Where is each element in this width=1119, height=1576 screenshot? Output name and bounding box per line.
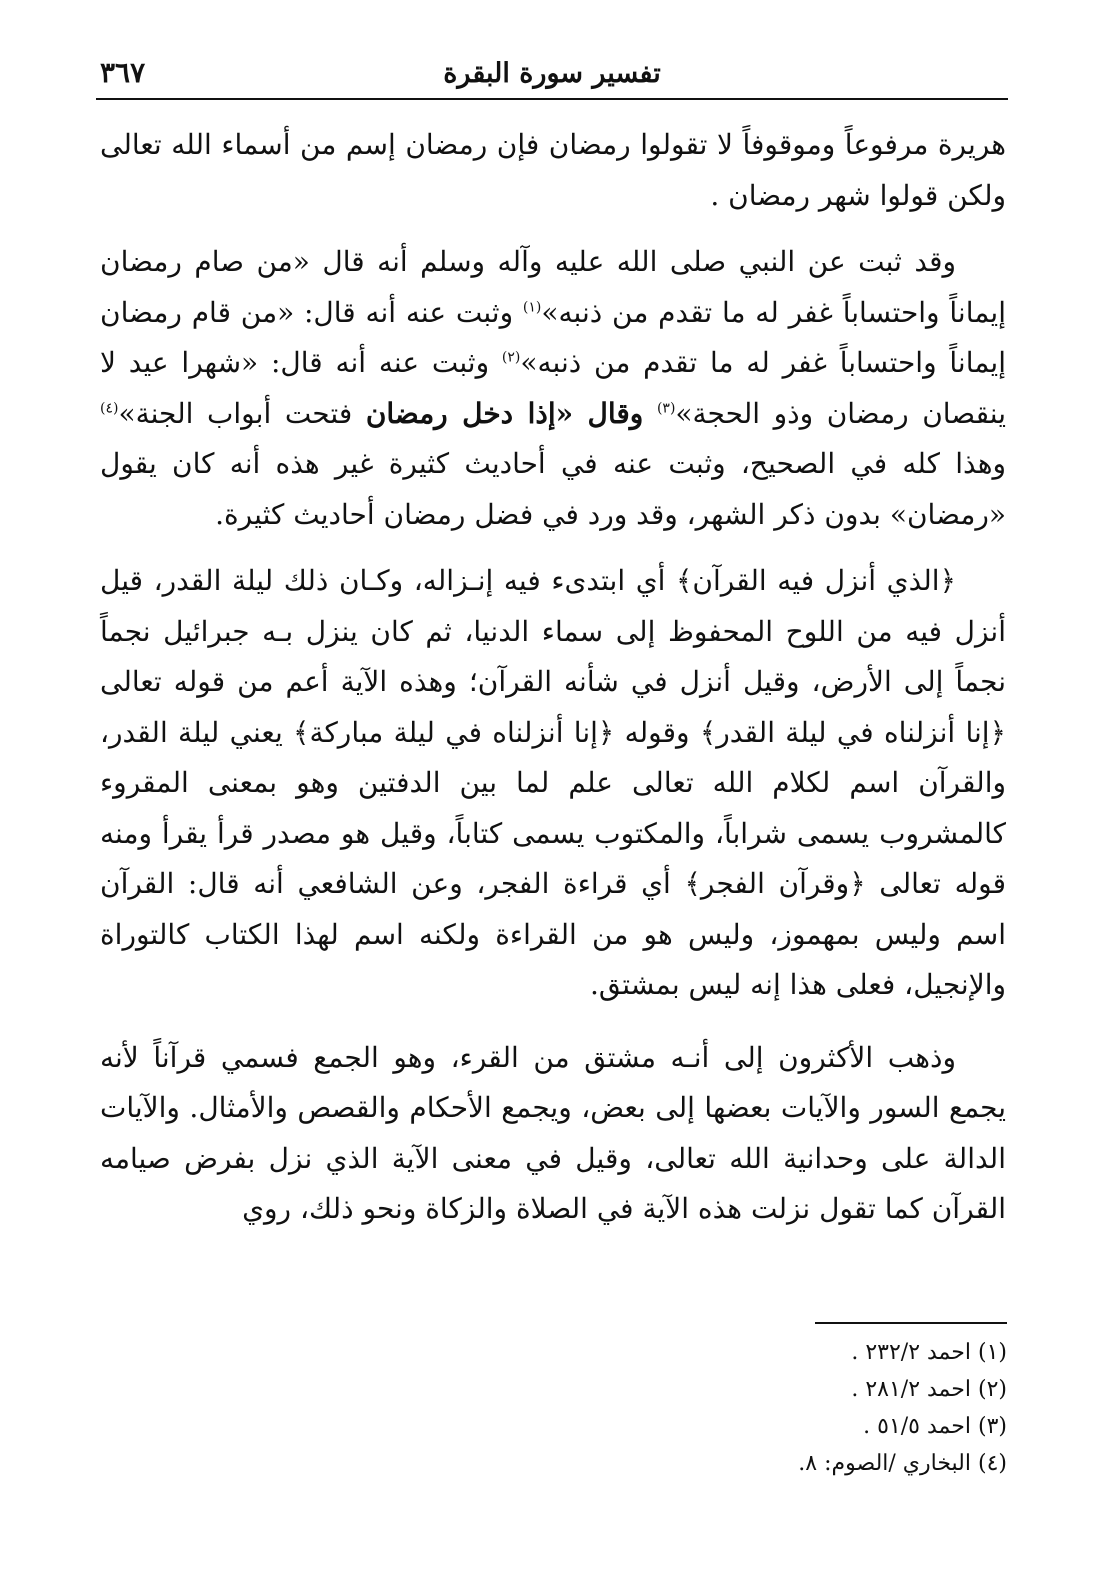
footnote-ref: (١)	[522, 299, 542, 316]
footnote-ref: (٤)	[100, 400, 119, 417]
text-segment: وثبت عنه أنه قال: «من قام رمضان إيماناً واحتساباً غفر له ما تقدم من ذنبه»	[100, 295, 1007, 379]
footnote-separator	[815, 1322, 1007, 1324]
footnote-ref: (٣)	[656, 400, 676, 417]
running-header	[96, 52, 1008, 100]
page-number: ٣٦٧	[100, 56, 146, 89]
text-segment: وهذا كله في الصحيح، وثبت عنه في أحاديث كثيرة غير هذه أنه كان يقول «رمضان» بدون ذكر الشهر، وقد ورد في فضل رمضان أحاديث كثيرة.	[100, 447, 1006, 531]
running-title: تفسير سورة البقرة	[443, 58, 661, 89]
footnotes	[507, 1334, 1007, 1482]
paragraph: وذهب الأكثرون إلى أنـه مشتق من القرء، وهو الجمع فسمي قرآناً لأنه يجمع السور والآيات بعضها إلى بعض، ويجمع الأحكام والقصص والأمثال. والآيات الدالة على وحدانية الله تعالى، وقيل في معنى الآية الذي نزل بفرض صيامه القرآن كما تقول نزلت هذه الآية في الصلاة والزكاة ونحو ذلك، روي	[100, 1040, 1006, 1225]
bold-segment: وقال «إذا دخل رمضان	[365, 396, 644, 430]
footnote-ref: (٢)	[501, 349, 521, 366]
footnote: (٢) احمد ٢٨١/٢ .	[851, 1377, 1007, 1402]
footnote: (٤) البخاري /الصوم: ٨.	[798, 1451, 1007, 1476]
paragraph: هريرة مرفوعاً وموقوفاً لا تقولوا رمضان فإن رمضان إسم من أسماء الله تعالى ولكن قولوا شهر رمضان .	[100, 128, 1006, 212]
text-segment: وثبت عنه أنه قال: «شهرا عيد لا ينقصان رمضان وذو الحجة»	[100, 346, 1006, 430]
paragraph-hadith	[100, 237, 1006, 540]
text-segment: فتحت أبواب الجنة»	[118, 396, 366, 430]
body-text	[100, 120, 1006, 1235]
footnote: (١) احمد ٢٣٢/٢ .	[851, 1340, 1007, 1365]
paragraph: ﴿الذي أنزل فيه القرآن﴾ أي ابتدىء فيه إنـزاله، وكـان ذلك ليلة القدر، قيل أنزل فيه من اللوح المحفوظ إلى سماء الدنيا، ثم كان ينزل بـه جبرائيل نجماً نجماً إلى الأرض، وقيل أنزل في شأنه القرآن؛ وهذه الآية أعم من قوله تعالى ﴿إنا أنزلناه في ليلة القدر﴾ وقوله ﴿إنا أنزلناه في ليلة مباركة﴾ يعني ليلة القدر، والقرآن اسم لكلام الله تعالى علم لما بين الدفتين وهو بمعنى المقروء كالمشروب يسمى شراباً، والمكتوب يسمى كتاباً، وقيل هو مصدر قرأ يقرأ ومنه قوله تعالى ﴿وقرآن الفجر﴾ أي قراءة الفجر، وعن الشافعي أنه قال: القرآن اسم وليس بمهموز، وليس هو من القراءة ولكنه اسم لهذا الكتاب كالتوراة والإنجيل، فعلى هذا إنه ليس بمشتق.	[100, 564, 1006, 1001]
text-segment	[643, 397, 657, 430]
text-segment: وقد ثبت عن النبي صلى الله عليه وآله وسلم أنه قال «من صام رمضان إيماناً واحتساباً غفر له ما تقدم من ذنبه»	[100, 245, 1006, 329]
footnote: (٣) احمد ٥١/٥ .	[863, 1414, 1007, 1439]
